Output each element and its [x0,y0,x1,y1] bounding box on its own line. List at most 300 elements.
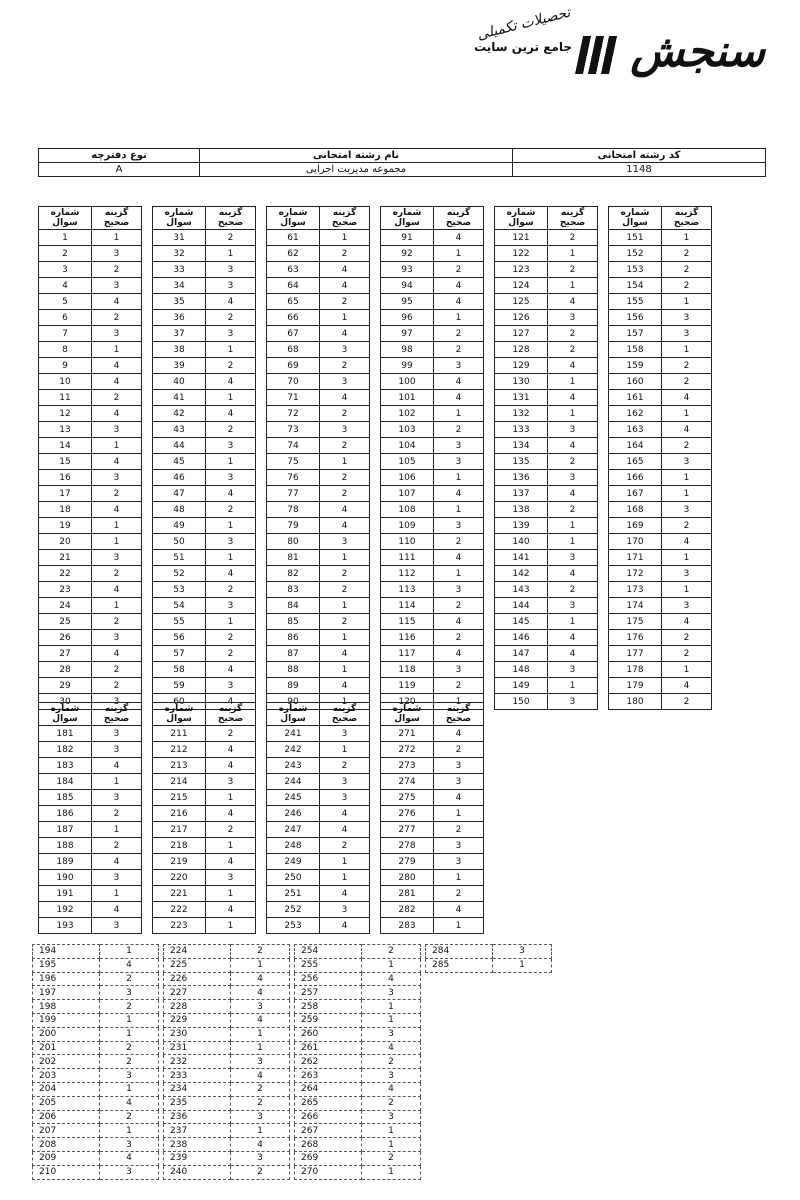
question-number: 156 [609,310,662,326]
question-number: 176 [609,630,662,646]
question-number: 73 [267,422,320,438]
correct-option: 4 [434,230,484,246]
correct-option-header: گزینه صحیح [662,207,712,230]
question-number: 160 [609,374,662,390]
answer-row [295,1165,421,1179]
answer-row [33,1013,159,1027]
answer-row [295,958,421,972]
question-number: 250 [267,870,320,886]
question-number: 242 [267,742,320,758]
question-number: 105 [381,454,434,470]
question-number: 100 [381,374,434,390]
correct-option: 1 [320,454,370,470]
question-number: 10 [39,374,92,390]
question-number: 265 [295,1096,362,1110]
answer-row [609,374,712,390]
correct-option: 4 [320,678,370,694]
correct-option-header: گزینه صحیح [434,703,484,726]
correct-option: 2 [320,614,370,630]
answer-row [295,1124,421,1138]
correct-option: 2 [100,972,159,986]
question-number: 201 [33,1041,100,1055]
answer-row [39,726,142,742]
answer-block [380,206,484,710]
correct-option: 2 [320,838,370,854]
answer-row [381,662,484,678]
answer-row [33,1096,159,1110]
answer-row [609,390,712,406]
answer-row [267,470,370,486]
question-number: 267 [295,1124,362,1138]
question-number: 279 [381,854,434,870]
answer-row [153,518,256,534]
question-number: 7 [39,326,92,342]
correct-option: 2 [548,326,598,342]
answer-row [267,582,370,598]
question-number: 171 [609,550,662,566]
answer-row [295,945,421,959]
question-number: 240 [164,1165,231,1179]
correct-option: 1 [206,390,256,406]
question-number: 68 [267,342,320,358]
question-number: 49 [153,518,206,534]
correct-option: 1 [320,854,370,870]
question-number: 217 [153,822,206,838]
answer-row [33,1027,159,1041]
question-number: 274 [381,774,434,790]
answer-row [609,582,712,598]
answer-row [381,726,484,742]
question-number: 84 [267,598,320,614]
question-number: 193 [39,918,92,934]
answer-row [609,598,712,614]
question-number: 48 [153,502,206,518]
answer-row [39,902,142,918]
correct-option: 3 [92,326,142,342]
answer-row [39,310,142,326]
correct-option: 4 [231,1138,290,1152]
correct-option: 4 [434,390,484,406]
question-number: 198 [33,1000,100,1014]
question-number: 57 [153,646,206,662]
question-number: 260 [295,1027,362,1041]
correct-option: 3 [320,374,370,390]
question-number: 236 [164,1110,231,1124]
answer-row [495,694,598,710]
question-number: 36 [153,310,206,326]
answer-row [153,838,256,854]
question-number: 134 [495,438,548,454]
answer-row [495,470,598,486]
answer-row [609,438,712,454]
correct-option: 3 [92,726,142,742]
correct-option: 4 [434,902,484,918]
correct-option: 4 [231,1013,290,1027]
correct-option: 2 [434,342,484,358]
question-number: 38 [153,342,206,358]
question-number: 89 [267,678,320,694]
answer-row [267,806,370,822]
question-number: 5 [39,294,92,310]
question-number: 233 [164,1069,231,1083]
answer-row [381,454,484,470]
correct-option: 4 [548,438,598,454]
correct-option: 4 [100,958,159,972]
correct-option: 3 [206,438,256,454]
answer-row [267,790,370,806]
question-number: 239 [164,1151,231,1165]
correct-option: 2 [231,1096,290,1110]
correct-option: 2 [100,1041,159,1055]
correct-option: 1 [548,406,598,422]
correct-option-header: گزینه صحیح [434,207,484,230]
correct-option: 1 [548,614,598,630]
answer-row [495,678,598,694]
answer-row [295,1138,421,1152]
answer-row [609,470,712,486]
correct-option: 1 [320,310,370,326]
question-number: 243 [267,758,320,774]
brand-mark: سنجش [630,26,765,77]
correct-option: 1 [206,790,256,806]
correct-option: 2 [548,454,598,470]
field-name-value: مجموعه مدیریت اجرایی [200,163,513,177]
correct-option: 1 [320,870,370,886]
question-number: 152 [609,246,662,262]
correct-option: 2 [662,374,712,390]
question-number: 168 [609,502,662,518]
answer-row [381,550,484,566]
question-number: 2 [39,246,92,262]
correct-option: 3 [100,986,159,1000]
question-number: 161 [609,390,662,406]
answer-row [39,854,142,870]
answer-row [381,790,484,806]
question-number: 150 [495,694,548,710]
question-number: 120 [381,694,434,710]
question-number: 107 [381,486,434,502]
correct-option: 1 [662,470,712,486]
correct-option: 4 [662,422,712,438]
correct-option: 4 [100,1151,159,1165]
answer-row [267,598,370,614]
answer-row [153,278,256,294]
question-number: 56 [153,630,206,646]
correct-option: 1 [434,566,484,582]
correct-option: 4 [92,374,142,390]
correct-option: 3 [434,662,484,678]
answer-row [267,646,370,662]
answer-row [609,678,712,694]
correct-option: 4 [362,1082,421,1096]
question-number: 185 [39,790,92,806]
question-number: 136 [495,470,548,486]
answer-row [267,566,370,582]
question-number: 151 [609,230,662,246]
correct-option: 2 [206,230,256,246]
answer-row [153,406,256,422]
question-number: 124 [495,278,548,294]
answer-row [153,534,256,550]
correct-option: 1 [206,454,256,470]
question-number: 228 [164,1000,231,1014]
correct-option: 1 [320,598,370,614]
correct-option: 2 [92,390,142,406]
correct-option: 1 [548,246,598,262]
answer-row [153,486,256,502]
answer-row [267,838,370,854]
answer-row [267,278,370,294]
correct-option: 4 [206,374,256,390]
correct-option: 4 [434,278,484,294]
correct-option: 4 [434,294,484,310]
question-number: 257 [295,986,362,1000]
answer-row [295,1069,421,1083]
question-number: 245 [267,790,320,806]
field-code-value: 1148 [513,163,766,177]
answer-row [33,1124,159,1138]
answer-row [267,662,370,678]
answer-row [164,986,290,1000]
correct-option: 3 [92,918,142,934]
answer-row [495,358,598,374]
correct-option: 1 [320,694,370,710]
correct-option: 4 [434,790,484,806]
question-number: 155 [609,294,662,310]
correct-option: 1 [231,958,290,972]
question-number: 122 [495,246,548,262]
correct-option: 1 [92,342,142,358]
answer-block [32,944,159,1180]
correct-option: 1 [662,486,712,502]
question-number: 65 [267,294,320,310]
correct-option: 3 [100,1165,159,1179]
answer-row [495,246,598,262]
answer-row [267,902,370,918]
answer-row [267,774,370,790]
answer-row [164,1069,290,1083]
answer-row [495,278,598,294]
correct-option: 3 [434,454,484,470]
question-number: 23 [39,582,92,598]
question-number: 141 [495,550,548,566]
answer-row [381,374,484,390]
answer-row [609,262,712,278]
question-number: 109 [381,518,434,534]
correct-option: 2 [92,614,142,630]
correct-option: 2 [320,438,370,454]
answer-row [609,534,712,550]
question-number: 194 [33,945,100,959]
correct-option: 3 [362,986,421,1000]
question-number: 118 [381,662,434,678]
question-number: 91 [381,230,434,246]
correct-option: 1 [206,886,256,902]
answer-row [267,390,370,406]
answer-block [38,702,142,934]
answer-row [153,918,256,934]
answer-row [267,342,370,358]
question-number: 137 [495,486,548,502]
answer-row [295,1096,421,1110]
question-number: 27 [39,646,92,662]
answer-row [381,310,484,326]
correct-option: 4 [206,902,256,918]
answer-block [152,702,256,934]
answer-row [164,1013,290,1027]
answer-row [39,422,142,438]
correct-option: 1 [548,374,598,390]
correct-option: 4 [92,294,142,310]
answer-row [381,502,484,518]
answer-row [609,246,712,262]
correct-option: 1 [206,550,256,566]
question-number: 60 [153,694,206,710]
question-number: 226 [164,972,231,986]
question-number: 101 [381,390,434,406]
correct-option: 3 [548,310,598,326]
question-number: 202 [33,1055,100,1069]
question-number: 99 [381,358,434,374]
question-number: 76 [267,470,320,486]
answer-row [295,1027,421,1041]
answer-row [381,566,484,582]
question-number: 50 [153,534,206,550]
answer-block [266,702,370,934]
question-number: 13 [39,422,92,438]
question-number: 145 [495,614,548,630]
question-number: 88 [267,662,320,678]
correct-option: 1 [362,1124,421,1138]
question-number: 264 [295,1082,362,1096]
answer-row [39,438,142,454]
question-number: 266 [295,1110,362,1124]
question-number: 186 [39,806,92,822]
correct-option: 2 [206,310,256,326]
question-number: 191 [39,886,92,902]
question-number: 110 [381,534,434,550]
question-number: 149 [495,678,548,694]
answer-row [153,790,256,806]
question-number: 46 [153,470,206,486]
question-number: 131 [495,390,548,406]
correct-option: 1 [434,470,484,486]
correct-option: 1 [434,310,484,326]
answer-row [33,1138,159,1152]
answer-block [380,702,484,934]
correct-option: 2 [362,1151,421,1165]
correct-option: 3 [92,742,142,758]
question-number: 20 [39,534,92,550]
correct-option: 2 [92,566,142,582]
correct-option: 2 [100,1000,159,1014]
question-number: 256 [295,972,362,986]
correct-option: 4 [206,854,256,870]
correct-option: 4 [662,678,712,694]
correct-option: 3 [662,454,712,470]
answer-row [39,806,142,822]
correct-option: 1 [434,806,484,822]
correct-option: 4 [320,262,370,278]
question-number: 177 [609,646,662,662]
correct-option: 3 [434,838,484,854]
correct-option: 1 [92,438,142,454]
answer-row [39,646,142,662]
question-number: 44 [153,438,206,454]
answer-row [153,438,256,454]
answer-row [153,454,256,470]
question-number: 59 [153,678,206,694]
answer-row [495,438,598,454]
correct-option: 4 [100,1096,159,1110]
question-number: 25 [39,614,92,630]
correct-option: 1 [206,838,256,854]
correct-option: 1 [362,1165,421,1179]
question-number: 139 [495,518,548,534]
question-number: 146 [495,630,548,646]
question-number: 231 [164,1041,231,1055]
answer-row [609,454,712,470]
question-number: 62 [267,246,320,262]
answer-row [39,534,142,550]
correct-option: 2 [548,230,598,246]
question-number: 95 [381,294,434,310]
answer-row [39,598,142,614]
answer-row [495,486,598,502]
answer-row [164,1124,290,1138]
answer-row [295,1151,421,1165]
question-number: 63 [267,262,320,278]
answer-row [495,326,598,342]
correct-option: 3 [662,310,712,326]
answer-row [267,614,370,630]
answer-row [267,438,370,454]
question-number: 92 [381,246,434,262]
answer-row [39,918,142,934]
answer-row [495,422,598,438]
answer-row [381,278,484,294]
answer-row [39,262,142,278]
correct-option: 4 [320,518,370,534]
correct-option: 3 [662,566,712,582]
answer-row [267,486,370,502]
answer-row [39,822,142,838]
correct-option: 3 [92,422,142,438]
question-number: 278 [381,838,434,854]
answer-row [267,758,370,774]
question-number: 234 [164,1082,231,1096]
question-number: 219 [153,854,206,870]
answer-row [39,342,142,358]
question-number: 15 [39,454,92,470]
question-number: 8 [39,342,92,358]
question-number-header: شماره سوال [39,703,92,726]
answer-row [164,958,290,972]
question-number: 116 [381,630,434,646]
correct-option: 1 [662,662,712,678]
question-number: 269 [295,1151,362,1165]
correct-option: 1 [100,1027,159,1041]
question-number: 170 [609,534,662,550]
answer-row [609,230,712,246]
question-number: 220 [153,870,206,886]
logo-tagline-script: تحصیلات تکمیلی [475,4,573,44]
question-number: 71 [267,390,320,406]
question-number: 173 [609,582,662,598]
question-number: 208 [33,1138,100,1152]
answer-row [39,774,142,790]
correct-option: 4 [92,358,142,374]
